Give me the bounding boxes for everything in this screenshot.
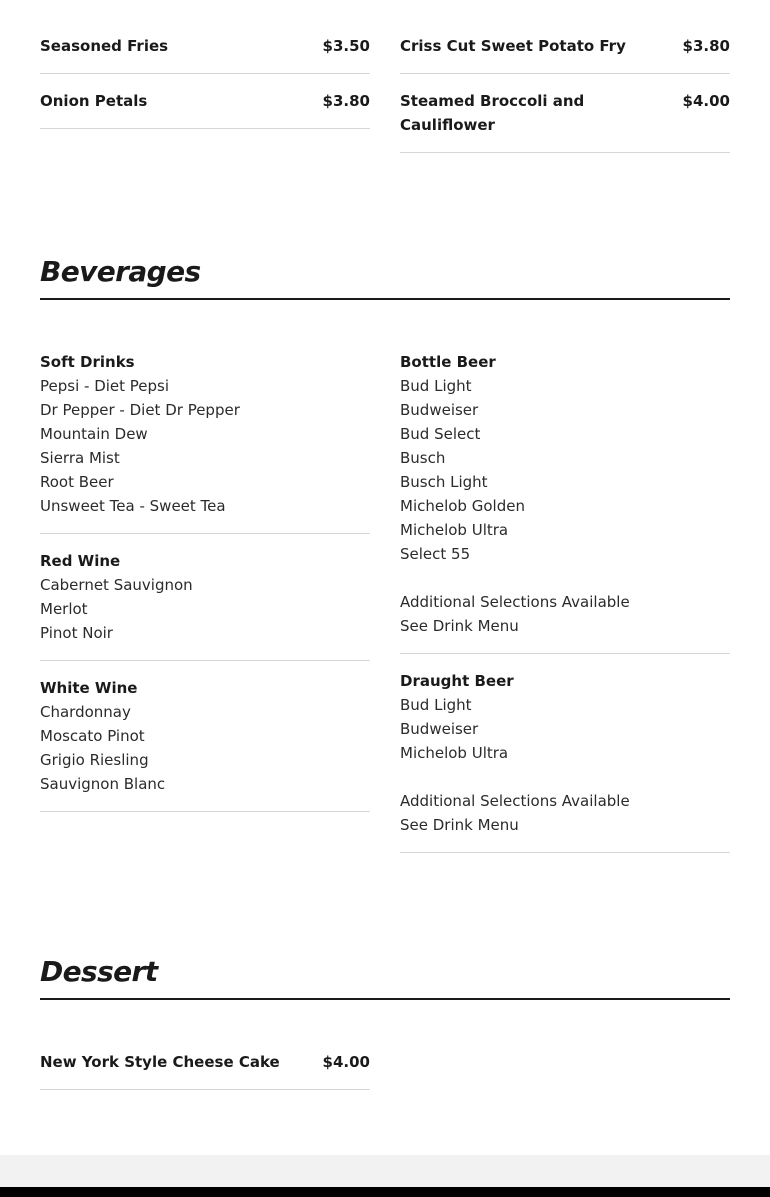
- item-price: $4.00: [322, 1053, 370, 1071]
- drink-item: Grigio Riesling: [40, 751, 149, 769]
- drink-item: Merlot: [40, 600, 88, 618]
- section-title-beverages: Beverages: [40, 255, 730, 300]
- item-name: Onion Petals: [40, 92, 148, 110]
- footer-band: [0, 1155, 770, 1187]
- drink-item: Bud Select: [400, 425, 481, 443]
- sides-row-2: [40, 89, 730, 153]
- item-name: New York Style Cheese Cake: [40, 1053, 280, 1071]
- drink-item: Sierra Mist: [40, 449, 120, 467]
- section-title-dessert: Dessert: [40, 955, 730, 1000]
- item-name: Seasoned Fries: [40, 37, 169, 55]
- drink-item: Sauvignon Blanc: [40, 775, 166, 793]
- drink-note: See Drink Menu: [400, 617, 519, 635]
- drink-item: Mountain Dew: [40, 425, 148, 443]
- footer-bar: [0, 1187, 770, 1197]
- group-title: White Wine: [40, 679, 138, 697]
- drink-note: See Drink Menu: [400, 816, 519, 834]
- menu-item: [40, 89, 370, 129]
- drink-item: Dr Pepper - Diet Dr Pepper: [40, 401, 240, 419]
- drink-item: Bud Light: [400, 377, 472, 395]
- drink-item: Michelob Golden: [400, 497, 525, 515]
- drink-item: Cabernet Sauvignon: [40, 576, 193, 594]
- item-price: $4.00: [682, 92, 730, 110]
- dessert-row: [40, 1050, 730, 1090]
- drink-group-bottle-beer: [400, 350, 730, 654]
- beverages-columns: [40, 350, 730, 853]
- drink-item: Bud Light: [400, 696, 472, 714]
- group-title: Draught Beer: [400, 672, 514, 690]
- group-title: Red Wine: [40, 552, 121, 570]
- menu-item: [400, 89, 730, 153]
- group-title: Bottle Beer: [400, 353, 496, 371]
- item-price: $3.80: [682, 37, 730, 55]
- drink-note: Additional Selections Available: [400, 593, 630, 611]
- menu-item: [40, 34, 370, 74]
- drink-group-white-wine: [40, 676, 370, 812]
- drink-item: Select 55: [400, 545, 471, 563]
- drink-item: Busch: [400, 449, 446, 467]
- sides-row-1: [40, 34, 730, 74]
- beverages-right-column: [400, 350, 730, 853]
- drink-item: Unsweet Tea - Sweet Tea: [40, 497, 226, 515]
- group-title: Soft Drinks: [40, 353, 135, 371]
- menu-item: [40, 1050, 370, 1090]
- menu-item: [400, 34, 730, 74]
- drink-group-soft-drinks: [40, 350, 370, 534]
- drink-item: Budweiser: [400, 720, 479, 738]
- drink-item: Pepsi - Diet Pepsi: [40, 377, 170, 395]
- drink-item: Budweiser: [400, 401, 479, 419]
- item-name: Criss Cut Sweet Potato Fry: [400, 37, 626, 55]
- drink-item: Pinot Noir: [40, 624, 113, 642]
- item-price: $3.50: [322, 37, 370, 55]
- drink-item: Chardonnay: [40, 703, 131, 721]
- drink-group-red-wine: [40, 549, 370, 661]
- drink-group-draught-beer: [400, 669, 730, 853]
- drink-item: Michelob Ultra: [400, 744, 509, 762]
- item-price: $3.80: [322, 92, 370, 110]
- drink-note: Additional Selections Available: [400, 792, 630, 810]
- drink-item: Moscato Pinot: [40, 727, 145, 745]
- drink-item: Michelob Ultra: [400, 521, 509, 539]
- drink-item: Root Beer: [40, 473, 114, 491]
- drink-item: Busch Light: [400, 473, 488, 491]
- beverages-left-column: [40, 350, 370, 853]
- item-name: Steamed Broccoli and Cauliflower: [400, 92, 585, 134]
